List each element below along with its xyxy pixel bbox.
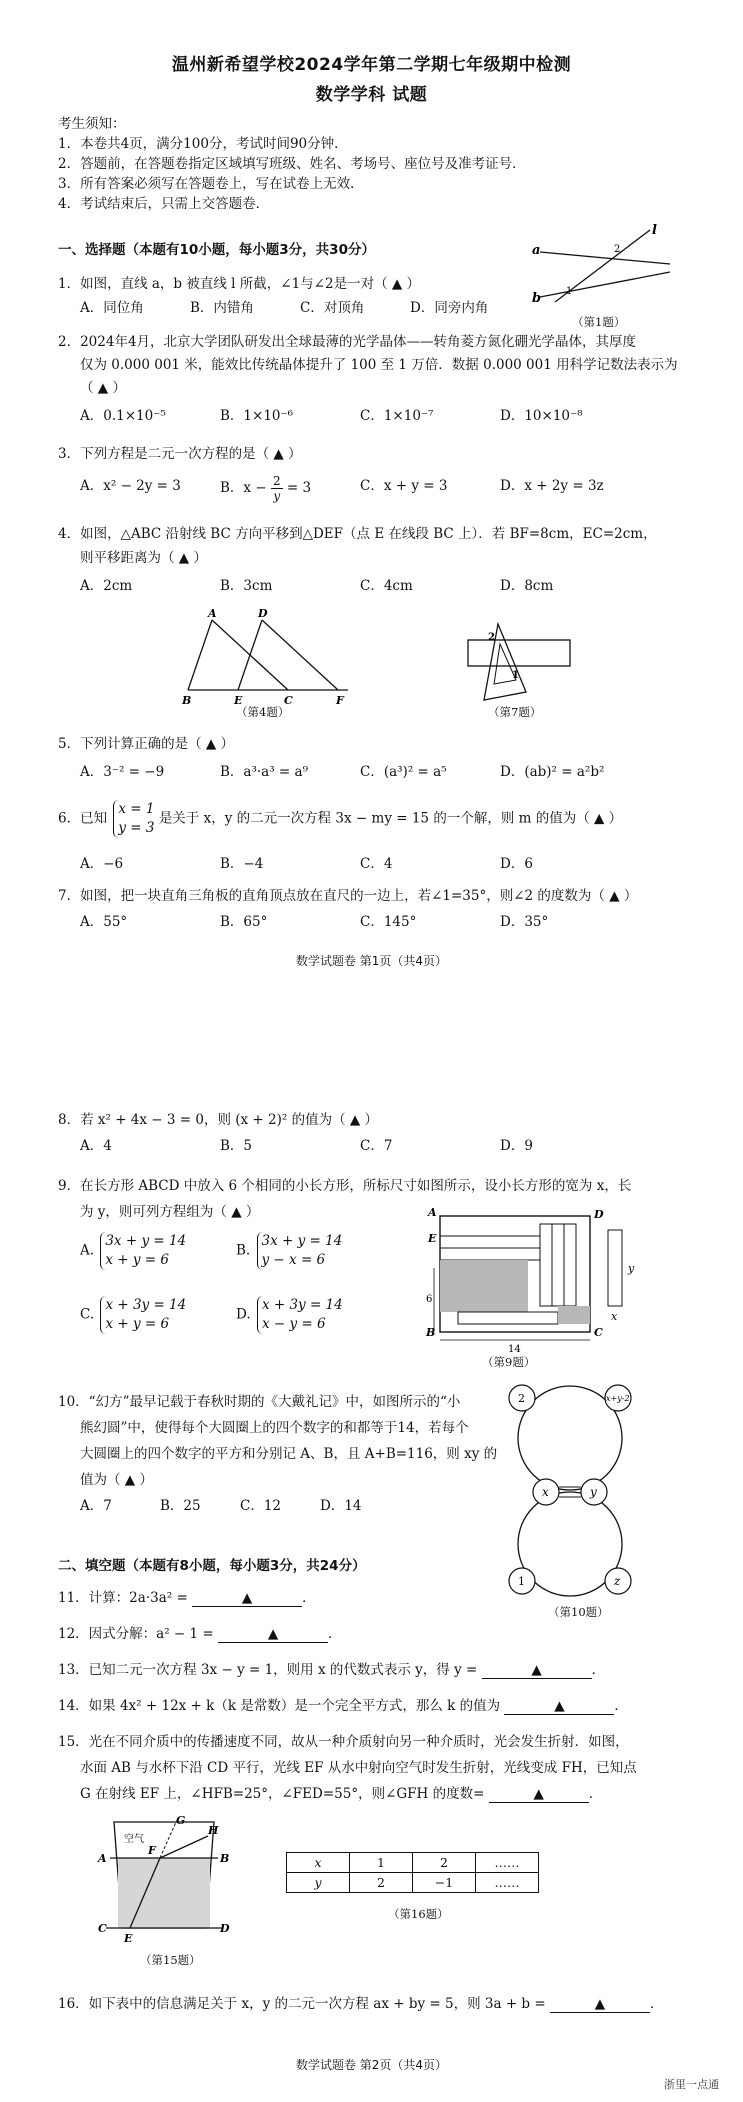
q15-figure [96, 1810, 236, 1950]
q9-option-b-label: B. [236, 1242, 251, 1259]
q7-option-a: A．55° [80, 914, 128, 930]
q7-caption: （第7题） [488, 705, 542, 719]
q4-option-b: B．3cm [220, 578, 273, 594]
q8-options [80, 1134, 640, 1154]
q7-ruler [468, 640, 570, 666]
q9-option-d [236, 1296, 343, 1334]
q3-option-a: A．x² − 2y = 3 [80, 478, 181, 494]
q14-text: 14．如果 4x² + 12x + k（k 是常数）是一个完全平方式，那么 k 的值为 [58, 1698, 501, 1714]
q9-label-a: A [428, 1206, 437, 1219]
q4-triangle-def-left [238, 620, 262, 690]
q4-label-f: F [336, 694, 344, 707]
q16: 16．如下表中的信息满足关于 x，y 的二元一次方程 ax + by = 5，则 3a + b = ▲ ． [58, 1996, 664, 2012]
q6-system [113, 800, 154, 838]
q9-label-x: x [611, 1310, 618, 1323]
q1-label-a: a [532, 243, 541, 258]
q4-triangle-def-right [262, 620, 338, 690]
q3-option-d: D．x + 2y = 3z [500, 478, 604, 494]
q9-label-c: C [594, 1326, 603, 1339]
q10-label-2: 2 [518, 1392, 525, 1405]
q15-label-air: 空气 [124, 1834, 144, 1845]
q13: 13．已知二元一次方程 3x − y = 1，则用 x 的代数式表示 y，得 y = ▲ ． [58, 1662, 606, 1678]
q10-figure [500, 1376, 640, 1606]
q5-option-c: C．(a³)² = a⁵ [360, 764, 447, 780]
q16-blank: ▲ [550, 1996, 650, 2013]
q10-line-1: 10．“幻方”最早记载于春秋时期的《大戴礼记》中，如图所示的“小 [58, 1394, 461, 1410]
q10-label-x: x [542, 1485, 549, 1499]
q9-c-eq-1: x + 3y = 14 [105, 1297, 187, 1313]
q5-option-a: A．3⁻² = −9 [80, 764, 165, 780]
q3-option-b [220, 474, 360, 503]
notice-2: 2．答题前，在答题卷指定区域填写班级、姓名、考场号、座位号及准考证号． [58, 156, 526, 172]
q4-caption: （第4题） [236, 705, 290, 719]
q9-label-e: E [428, 1232, 437, 1245]
q4-stem-2: 则平移距离为（ ▲ ） [80, 550, 207, 566]
notice-3: 3．所有答案必须写在答题卷上，写在试卷上无效． [58, 176, 364, 192]
q9-small-rect-1 [440, 1236, 540, 1248]
q9-sample-rect [608, 1230, 622, 1306]
watermark: 浙里一点通 [664, 2078, 719, 2091]
q4-label-d: D [258, 608, 268, 620]
q16-table [286, 1852, 539, 1893]
q12-text: 12．因式分解：a² − 1 = [58, 1626, 214, 1642]
page-title: 温州新希望学校2024学年第二学期七年级期中检测 [171, 55, 572, 75]
q16-cell: …… [476, 1853, 539, 1873]
q6-pre: 6．已知 [58, 810, 108, 827]
q3-option-b-num: 2 [272, 474, 281, 488]
q4-option-c: C．4cm [360, 578, 413, 594]
q15-line-2: 水面 AB 与水杯下沿 CD 平行，光线 EF 从水中射向空气时发生折射，光线变成 FH，已知点 [80, 1760, 637, 1776]
q9-small-rect-4 [552, 1224, 564, 1306]
q2-stem-2: 仅为 0.000 001 米，能效比传统晶体提升了 100 至 1 万倍．数据 0.000 001 用科学记数法表示为 [80, 357, 678, 373]
q4-label-a: A [208, 608, 217, 620]
q9-stem-2: 为 y，则可列方程组为（ ▲ ） [80, 1204, 260, 1220]
q5-option-b: B．a³·a³ = a⁹ [220, 764, 308, 780]
q15-line-3-text: G 在射线 EF 上，∠HFB=25°，∠FED=55°，则∠GFH 的度数= [80, 1786, 485, 1802]
q15-ray-fh [160, 1836, 208, 1858]
q1-option-d: D．同旁内角 [410, 300, 489, 316]
q5-option-d: D．(ab)² = a²b² [500, 764, 605, 780]
q7-options [80, 910, 640, 930]
q6-option-b: B．−4 [220, 856, 264, 872]
q15-blank: ▲ [489, 1786, 589, 1803]
q9-b-eq-2: y − x = 6 [261, 1252, 326, 1268]
q9-a-eq-2: x + y = 6 [105, 1252, 169, 1268]
q8-option-a: A．4 [80, 1138, 112, 1154]
section-choice-heading: 一、选择题（本题有10小题，每小题3分，共30分） [58, 242, 375, 258]
q10-label-xy2: x+y-2 [606, 1394, 630, 1403]
q1-figure [530, 222, 680, 314]
page1-footer: 数学试题卷 第1页（共4页） [295, 954, 448, 968]
q3-option-c: C．x + y = 3 [360, 478, 448, 494]
table-row [287, 1853, 539, 1873]
q3-option-b-pre: B．x − [220, 480, 267, 496]
q1-label-b: b [532, 291, 542, 306]
q2-option-a: A．0.1×10⁻⁵ [80, 408, 166, 424]
q9-c-eq-2: x + y = 6 [105, 1316, 170, 1332]
q9-small-rect-3 [540, 1224, 552, 1306]
q10-option-b: B．25 [160, 1498, 201, 1514]
q6-stem [58, 800, 622, 838]
q4-label-e: E [234, 694, 243, 707]
q11-blank: ▲ [192, 1590, 302, 1607]
q10-label-1: 1 [518, 1575, 525, 1588]
q10-option-a: A．7 [80, 1498, 112, 1514]
q16-caption: （第16题） [388, 1907, 449, 1921]
q6-eq-1: x = 1 [118, 801, 155, 817]
q6-option-c: C．4 [360, 856, 393, 872]
q10-line-4: 值为（ ▲ ） [80, 1472, 153, 1488]
q15-label-h: H [208, 1824, 219, 1837]
q4-figure [178, 608, 358, 708]
q2-stem-1: 2．2024年4月，北京大学团队研发出全球最薄的光学晶体——转角菱方氮化硼光学晶体，其厚度 [58, 334, 637, 350]
q15-label-c: C [98, 1922, 107, 1935]
q9-option-a [80, 1232, 186, 1270]
q15-line-3: G 在射线 EF 上，∠HFB=25°，∠FED=55°，则∠GFH 的度数= ▲ ． [80, 1786, 603, 1802]
q13-blank: ▲ [482, 1662, 592, 1679]
q9-a-eq-1: 3x + y = 14 [105, 1233, 187, 1249]
q1-stem: 1．如图，直线 a，b 被直线 l 所截，∠1与∠2是一对（ ▲ ） [58, 276, 421, 292]
q15-label-a: A [98, 1852, 107, 1865]
q14: 14．如果 4x² + 12x + k（k 是常数）是一个完全平方式，那么 k 的值为 ▲ ． [58, 1698, 628, 1714]
q1-option-a: A．同位角 [80, 300, 144, 316]
q2-option-c: C．1×10⁻⁷ [360, 408, 434, 424]
q9-label-y: y [628, 1262, 635, 1275]
q15-water [118, 1858, 210, 1928]
q4-option-a: A．2cm [80, 578, 133, 594]
notice-title: 考生须知： [58, 116, 126, 132]
q9-small-rect-2 [440, 1248, 540, 1260]
q1-options [80, 296, 520, 316]
q14-blank: ▲ [504, 1698, 614, 1715]
q6-eq-2: y = 3 [118, 820, 155, 836]
q2-stem-3: （ ▲ ） [80, 380, 126, 396]
q16-cell: 2 [350, 1873, 413, 1893]
q10-option-d: D．14 [320, 1498, 362, 1514]
q15-label-g: G [176, 1814, 186, 1827]
q16-cell: 1 [350, 1853, 413, 1873]
q11: 11．计算：2a·3a² = ▲ ． [58, 1590, 316, 1606]
q15-caption: （第15题） [140, 1953, 201, 1967]
q4-option-d: D．8cm [500, 578, 554, 594]
q11-text: 11．计算：2a·3a² = [58, 1590, 188, 1606]
q10-line-2: 熊幻圆”中，使得每个大圆圈上的四个数字的和都等于14，若每个 [80, 1420, 469, 1436]
q16-cell: −1 [413, 1873, 476, 1893]
q12-blank: ▲ [218, 1626, 328, 1643]
q6-option-d: D．6 [500, 856, 533, 872]
q2-option-b: B．1×10⁻⁶ [220, 408, 294, 424]
q9-option-c-label: C. [80, 1306, 95, 1323]
q2-options [80, 404, 640, 424]
q8-option-b: B．5 [220, 1138, 253, 1154]
q16-cell: y [287, 1873, 350, 1893]
q9-label-6: 6 [426, 1294, 433, 1305]
notice-4: 4．考试结束后，只需上交答题卷． [58, 196, 270, 212]
q3-option-b-den: y [273, 489, 281, 503]
q10-options [80, 1494, 400, 1514]
q15-line-1: 15．光在不同介质中的传播速度不同，故从一种介质射向另一种介质时，光会发生折射．如图， [58, 1734, 629, 1750]
q3-options [80, 474, 640, 503]
q9-option-c [80, 1296, 186, 1334]
q10-caption: （第10题） [548, 1605, 609, 1619]
q7-option-d: D．35° [500, 914, 549, 930]
q9-small-rect-6 [458, 1312, 558, 1324]
table-row [287, 1873, 539, 1893]
q15-label-d: D [220, 1922, 230, 1935]
q10-label-y: y [590, 1485, 597, 1499]
q3-option-b-post: = 3 [286, 480, 312, 496]
q10-label-z: z [614, 1574, 621, 1588]
q4-label-c: C [284, 694, 293, 707]
q3-stem: 3．下列方程是二元一次方程的是（ ▲ ） [58, 446, 302, 462]
q9-small-rect-5 [564, 1224, 576, 1306]
q6-option-a: A．−6 [80, 856, 124, 872]
q8-option-d: D．9 [500, 1138, 533, 1154]
q9-shaded-region [440, 1260, 528, 1312]
q4-label-b: B [182, 694, 192, 707]
q9-label-d: D [594, 1208, 604, 1221]
q7-option-b: B．65° [220, 914, 268, 930]
q4-options [80, 574, 640, 594]
q9-caption: （第9题） [482, 1355, 536, 1369]
q9-d-eq-2: x − y = 6 [261, 1316, 326, 1332]
q15-label-e: E [124, 1932, 133, 1945]
q2-option-d: D．10×10⁻⁸ [500, 408, 583, 424]
q1-caption: （第1题） [572, 315, 626, 329]
q15-label-b: B [220, 1852, 230, 1865]
q7-angle-1: 1 [512, 670, 519, 681]
q10-line-3: 大圆圈上的四个数字的平方和分别记 A、B，且 A+B=116，则 xy 的 [80, 1446, 498, 1462]
q9-b-eq-1: 3x + y = 14 [261, 1233, 343, 1249]
q6-post: 是关于 x，y 的二元一次方程 3x − my = 15 的一个解，则 m 的值为（ ▲ ） [158, 810, 623, 827]
q4-stem-1: 4．如图，△ABC 沿射线 BC 方向平移到△DEF（点 E 在线段 BC 上）．若 BF=8cm，EC=2cm， [58, 526, 657, 542]
q1-option-c: C．对顶角 [300, 300, 365, 316]
q1-option-b: B．内错角 [190, 300, 254, 316]
q7-angle-2: 2 [488, 632, 495, 643]
q1-line-a [540, 252, 670, 264]
q9-stem-1: 9．在长方形 ABCD 中放入 6 个相同的小长方形，所标尺寸如图所示，设小长方形的宽为 x，长 [58, 1178, 632, 1194]
page2-footer: 数学试题卷 第2页（共4页） [295, 2058, 448, 2072]
section-fill-heading: 二、填空题（本题有8小题，每小题3分，共24分） [58, 1558, 366, 1574]
notice-1: 1．本卷共4页，满分100分，考试时间90分钟． [58, 136, 348, 152]
q10-option-c: C．12 [240, 1498, 282, 1514]
q1-angle-1: 1 [566, 286, 573, 297]
q16-cell: 2 [413, 1853, 476, 1873]
q9-label-14: 14 [508, 1344, 521, 1355]
q8-option-c: C．7 [360, 1138, 393, 1154]
page-subtitle: 数学学科 试题 [315, 85, 428, 105]
q7-figure [460, 618, 580, 708]
q16-cell: x [287, 1853, 350, 1873]
q12: 12．因式分解：a² − 1 = ▲ ． [58, 1626, 342, 1642]
q1-line-b [540, 272, 670, 297]
q9-figure [418, 1206, 638, 1356]
q1-label-l: l [652, 223, 657, 238]
q1-angle-2: 2 [614, 244, 621, 255]
q7-option-c: C．145° [360, 914, 417, 930]
q13-text: 13．已知二元一次方程 3x − y = 1，则用 x 的代数式表示 y，得 y = [58, 1662, 478, 1678]
q15-label-f: F [148, 1844, 156, 1857]
q6-options [80, 852, 640, 872]
q16-text: 16．如下表中的信息满足关于 x，y 的二元一次方程 ax + by = 5，则 3a + b = [58, 1996, 546, 2012]
q9-shaded-corner [558, 1306, 590, 1324]
q5-stem: 5．下列计算正确的是（ ▲ ） [58, 736, 235, 752]
q4-triangle-abc-left [188, 620, 212, 690]
q8-stem: 8．若 x² + 4x − 3 = 0，则 (x + 2)² 的值为（ ▲ ） [58, 1112, 379, 1128]
q9-option-a-label: A. [80, 1242, 95, 1259]
q16-cell: …… [476, 1873, 539, 1893]
q9-label-b: B [426, 1326, 436, 1339]
q9-d-eq-1: x + 3y = 14 [261, 1297, 343, 1313]
q5-options [80, 760, 640, 780]
q9-option-d-label: D. [236, 1306, 251, 1323]
q7-stem: 7．如图，把一块直角三角板的直角顶点放在直尺的一边上，若∠1=35°，则∠2 的度数为（ ▲ ） [58, 888, 638, 904]
q9-option-b [236, 1232, 342, 1270]
q15-ray-fg [160, 1822, 176, 1858]
